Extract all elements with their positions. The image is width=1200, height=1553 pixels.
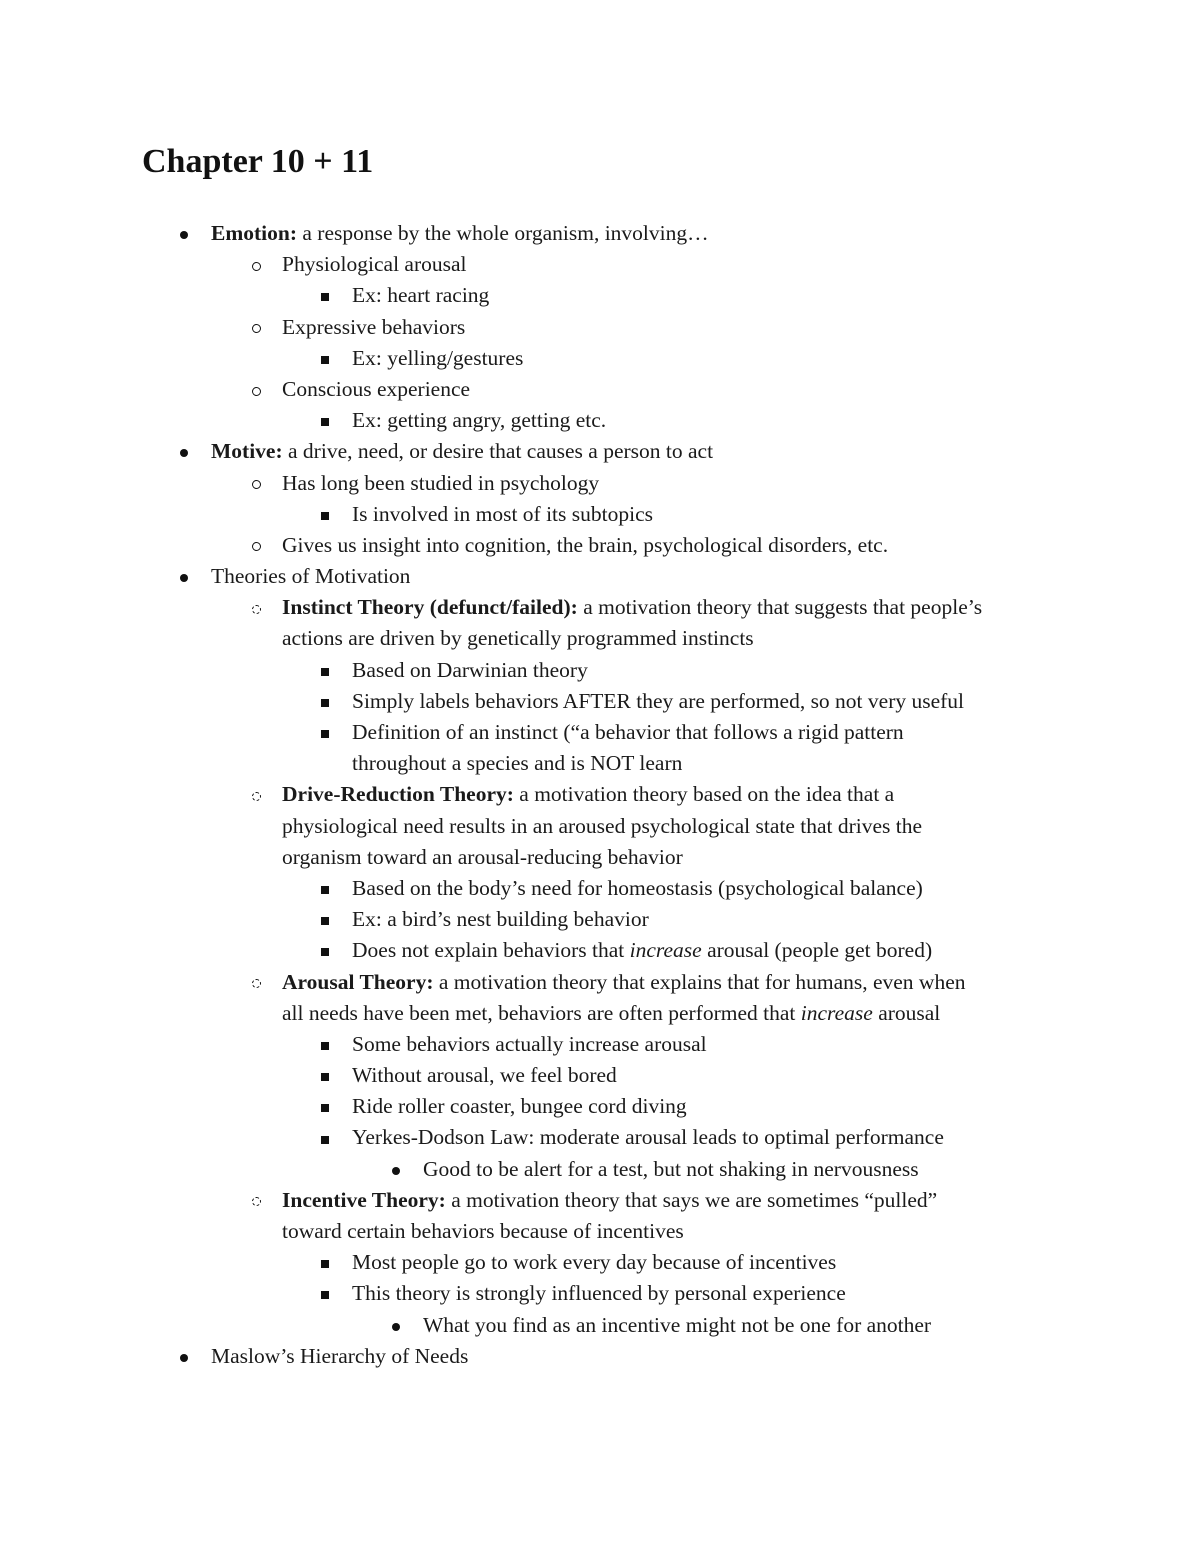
hollow-circle-bullet-icon xyxy=(246,312,266,343)
definition: all needs have been met, behaviors are often performed that xyxy=(282,1000,801,1025)
list-item xyxy=(0,218,1200,249)
list-item xyxy=(0,280,1200,311)
list-item xyxy=(0,686,1200,717)
definition: a response by the whole organism, involving… xyxy=(297,221,709,245)
filled-dot-bullet-icon xyxy=(174,218,194,249)
term-arousal-theory: Arousal Theory: xyxy=(282,969,434,994)
list-item-continuation xyxy=(0,748,1200,779)
outline-list xyxy=(0,218,1200,1372)
hollow-circle-bullet-icon xyxy=(246,468,266,499)
square-bullet-icon xyxy=(315,405,335,436)
list-item-continuation xyxy=(0,998,1200,1029)
definition: actions are driven by genetically programmed instincts xyxy=(282,626,754,651)
dashed-circle-bullet-icon xyxy=(246,967,266,998)
list-item xyxy=(0,1185,1200,1216)
list-item xyxy=(0,1060,1200,1091)
list-item xyxy=(0,1122,1200,1153)
list-item-text: Most people go to work every day because of incentives xyxy=(352,1250,837,1275)
definition: arousal xyxy=(872,1000,941,1025)
hollow-circle-bullet-icon xyxy=(246,249,266,280)
list-item-text: Conscious experience xyxy=(282,376,471,401)
square-bullet-icon xyxy=(315,1091,335,1122)
filled-dot-bullet-icon xyxy=(386,1310,406,1341)
list-item-text: Does not explain behaviors that xyxy=(352,938,630,963)
term-incentive-theory: Incentive Theory: xyxy=(282,1187,446,1212)
dashed-circle-bullet-icon xyxy=(246,1185,266,1216)
list-item xyxy=(0,1029,1200,1060)
list-item-text: Expressive behaviors xyxy=(282,314,466,339)
list-item-text: What you find as an incentive might not be one for another xyxy=(423,1312,932,1337)
definition: toward certain behaviors because of incentives xyxy=(282,1219,684,1243)
list-item xyxy=(0,561,1200,592)
list-item-text: Ex: yelling/gestures xyxy=(352,345,524,370)
square-bullet-icon xyxy=(315,1060,335,1091)
list-item-text: Based on Darwinian theory xyxy=(352,657,588,682)
term-emotion: Emotion: xyxy=(211,221,297,245)
list-item xyxy=(0,967,1200,998)
term-drive-reduction-theory: Drive-Reduction Theory: xyxy=(282,782,514,807)
list-item-continuation xyxy=(0,842,1200,873)
square-bullet-icon xyxy=(315,717,335,748)
list-item-text: Simply labels behaviors AFTER they are performed, so not very useful xyxy=(352,688,965,713)
emphasis: increase xyxy=(800,1000,873,1025)
list-item-text: Is involved in most of its subtopics xyxy=(352,501,653,526)
definition: a drive, need, or desire that causes a person to act xyxy=(282,439,714,464)
square-bullet-icon xyxy=(315,935,335,966)
definition: a motivation theory that says we are sometimes “pulled” xyxy=(445,1187,938,1212)
list-item xyxy=(0,779,1200,810)
list-item xyxy=(0,249,1200,280)
list-item xyxy=(0,935,1200,966)
list-item-text: Some behaviors actually increase arousal xyxy=(352,1031,707,1056)
dashed-circle-bullet-icon xyxy=(246,592,266,623)
page-title: Chapter 10 + 11 xyxy=(142,143,374,180)
hollow-circle-bullet-icon xyxy=(246,530,266,561)
dashed-circle-bullet-icon xyxy=(246,779,266,810)
square-bullet-icon xyxy=(315,686,335,717)
square-bullet-icon xyxy=(315,873,335,904)
square-bullet-icon xyxy=(315,343,335,374)
list-item-text: Good to be alert for a test, but not shaking in nervousness xyxy=(423,1156,919,1181)
list-item-continuation xyxy=(0,623,1200,654)
list-item xyxy=(0,717,1200,748)
list-item xyxy=(0,468,1200,499)
list-item-text: Ex: getting angry, getting etc. xyxy=(352,408,607,433)
term-instinct-theory: Instinct Theory (defunct/failed): xyxy=(282,595,578,620)
list-item-text: Ride roller coaster, bungee cord diving xyxy=(352,1094,687,1119)
square-bullet-icon xyxy=(315,1278,335,1309)
emphasis: increase xyxy=(629,938,702,963)
list-item-text: Ex: heart racing xyxy=(352,283,490,308)
list-item-text: Without arousal, we feel bored xyxy=(352,1063,617,1088)
filled-dot-bullet-icon xyxy=(174,1341,194,1372)
list-item xyxy=(0,1091,1200,1122)
list-item xyxy=(0,1247,1200,1278)
list-item xyxy=(0,405,1200,436)
list-item-text: throughout a species and is NOT learn xyxy=(352,751,683,776)
list-item-text: Physiological arousal xyxy=(282,252,467,277)
list-item xyxy=(0,499,1200,530)
list-item-text: Yerkes-Dodson Law: moderate arousal leads to optimal performance xyxy=(352,1125,944,1150)
list-item-continuation xyxy=(0,811,1200,842)
list-item xyxy=(0,436,1200,467)
list-item-text: Based on the body’s need for homeostasis (psychological balance) xyxy=(352,875,923,900)
list-item xyxy=(0,343,1200,374)
hollow-circle-bullet-icon xyxy=(246,374,266,405)
list-item-text: Ex: a bird’s nest building behavior xyxy=(352,907,649,932)
list-item-text: Definition of an instinct (“a behavior that follows a rigid pattern xyxy=(352,720,904,744)
list-item-text: Maslow’s Hierarchy of Needs xyxy=(211,1343,469,1368)
term-motive: Motive: xyxy=(211,439,283,464)
definition: a motivation theory based on the idea that a xyxy=(513,782,895,807)
list-item xyxy=(0,530,1200,561)
list-item xyxy=(0,1278,1200,1309)
list-item-text: Has long been studied in psychology xyxy=(282,470,600,495)
definition: organism toward an arousal-reducing behavior xyxy=(282,844,683,869)
list-item xyxy=(0,873,1200,904)
list-item xyxy=(0,904,1200,935)
filled-dot-bullet-icon xyxy=(174,436,194,467)
definition: physiological need results in an aroused psychological state that drives the xyxy=(282,813,923,838)
square-bullet-icon xyxy=(315,655,335,686)
list-item xyxy=(0,592,1200,623)
list-item xyxy=(0,312,1200,343)
list-item-text: Gives us insight into cognition, the brain, psychological disorders, etc. xyxy=(282,532,889,557)
list-item xyxy=(0,655,1200,686)
list-item xyxy=(0,374,1200,405)
list-item xyxy=(0,1310,1200,1341)
definition: a motivation theory that suggests that people’s xyxy=(577,595,983,620)
list-item-text: Theories of Motivation xyxy=(211,564,411,589)
square-bullet-icon xyxy=(315,1029,335,1060)
filled-dot-bullet-icon xyxy=(174,561,194,592)
list-item-continuation xyxy=(0,1216,1200,1247)
list-item-text: arousal (people get bored) xyxy=(701,938,933,963)
filled-dot-bullet-icon xyxy=(386,1154,406,1185)
square-bullet-icon xyxy=(315,280,335,311)
list-item-text: This theory is strongly influenced by personal experience xyxy=(352,1281,846,1306)
list-item xyxy=(0,1154,1200,1185)
square-bullet-icon xyxy=(315,904,335,935)
square-bullet-icon xyxy=(315,1122,335,1153)
square-bullet-icon xyxy=(315,499,335,530)
list-item xyxy=(0,1341,1200,1372)
definition: a motivation theory that explains that for humans, even when xyxy=(433,969,966,994)
square-bullet-icon xyxy=(315,1247,335,1278)
